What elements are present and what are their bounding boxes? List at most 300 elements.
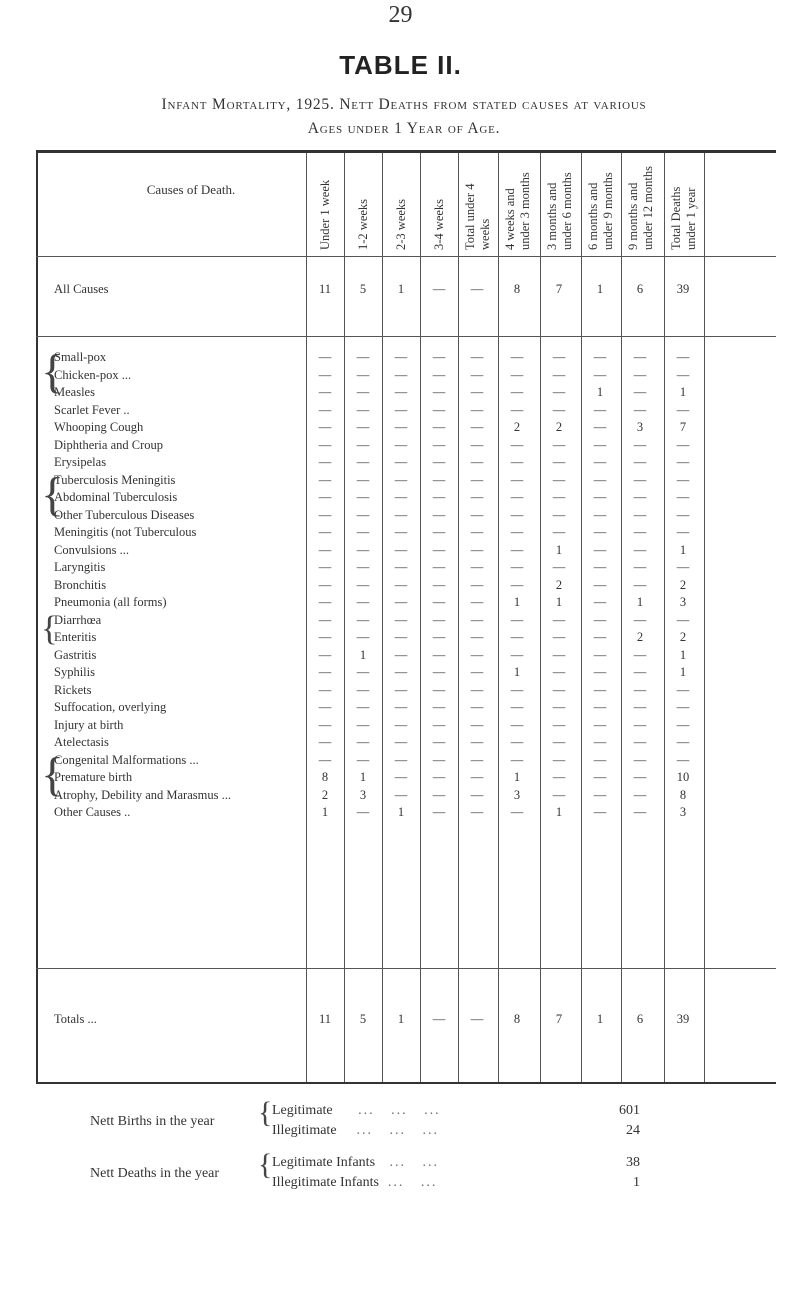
cause-row-cell: — <box>470 647 484 662</box>
cause-row-cell: — <box>676 472 690 487</box>
cause-row-cell: — <box>676 507 690 522</box>
cause-row-cell: — <box>633 560 647 574</box>
all-causes-row-label <box>54 282 109 297</box>
cause-row-cell: — <box>552 385 566 399</box>
cause-row-label-text: Gastritis <box>54 647 97 662</box>
cause-row-cell: — <box>552 700 566 714</box>
column-header-text: Total Deaths under 1 year <box>669 186 698 250</box>
cause-row-label-text: Tuberculosis Meningitis <box>54 472 176 487</box>
cause-row-cell: — <box>394 717 408 732</box>
cause-row-cell: 2 <box>321 787 329 802</box>
cause-row-cell: — <box>470 665 484 679</box>
table-left-rule <box>36 153 38 1084</box>
cause-row-label-text: Scarlet Fever .. <box>54 402 130 417</box>
cause-row-cell: — <box>510 385 524 399</box>
cause-row-cell: — <box>470 420 484 434</box>
cause-row-cell: — <box>552 647 566 662</box>
cause-row-cell: — <box>552 612 566 627</box>
cause-row-label <box>54 560 105 575</box>
cause-row-cell: — <box>356 805 370 819</box>
cause-row-cell: — <box>470 752 484 767</box>
cause-row-cell: — <box>318 630 332 644</box>
cause-row-cell: — <box>633 577 647 592</box>
cause-row-cell: — <box>356 577 370 592</box>
cause-row-cell: 3 <box>679 595 687 609</box>
cause-row-cell: — <box>318 560 332 574</box>
cause-row-cell: — <box>633 752 647 767</box>
cause-row-cell: — <box>432 665 446 679</box>
cause-row-cell: 3 <box>636 420 644 434</box>
column-header <box>545 158 575 250</box>
cause-row-cell: — <box>510 735 524 749</box>
cause-row-cell: — <box>318 507 332 522</box>
cause-row-cell: — <box>593 402 607 417</box>
cause-row-cell: — <box>432 507 446 522</box>
cause-row-cell: — <box>552 367 566 382</box>
cause-row-label-text: Suffocation, overlying <box>54 700 167 714</box>
cause-row-cell: 8 <box>679 787 687 802</box>
cause-row-cell: — <box>676 735 690 749</box>
cause-row-cell: — <box>394 647 408 662</box>
totals-row-label-text: Totals ... <box>54 1012 97 1026</box>
cause-row-cell: — <box>356 735 370 749</box>
births-legitimate-label: Legitimate ... ... ... <box>272 1103 441 1118</box>
cause-row-cell: — <box>593 367 607 382</box>
cause-row-label <box>54 508 194 523</box>
cause-row-cell: — <box>470 472 484 487</box>
all-causes-bottom-rule <box>36 336 776 337</box>
cause-row-cell: — <box>593 560 607 574</box>
cause-row-cell: — <box>510 525 524 539</box>
cause-row-cell: 1 <box>513 770 521 784</box>
deaths-illegitimate-value: 1 <box>633 1175 640 1190</box>
cause-row-cell: — <box>633 402 647 417</box>
cause-row-cell: — <box>318 350 332 364</box>
cause-row-label <box>54 578 106 593</box>
cause-row-cell: — <box>394 507 408 522</box>
cause-row-cell: — <box>356 595 370 609</box>
cause-row-cell: — <box>633 542 647 557</box>
cause-row-cell: — <box>470 507 484 522</box>
cause-row-cell: — <box>356 665 370 679</box>
all-causes-row-cell: 1 <box>397 282 405 296</box>
cause-row-cell: — <box>552 472 566 487</box>
cause-row-cell: — <box>510 682 524 697</box>
cause-row-cell: — <box>432 630 446 644</box>
cause-row-cell: — <box>633 437 647 452</box>
cause-row-cell: — <box>318 577 332 592</box>
cause-row-cell: — <box>552 682 566 697</box>
column-header-text: 1-2 weeks <box>356 198 370 250</box>
cause-row-cell: — <box>510 805 524 819</box>
cause-row-cell: — <box>432 700 446 714</box>
cause-row-label-text: Abdominal Tuberculosis <box>54 490 178 504</box>
cause-row-cell: 1 <box>555 595 563 609</box>
cause-row-cell: — <box>356 542 370 557</box>
cause-row-cell: — <box>593 525 607 539</box>
cause-row-cell: — <box>552 402 566 417</box>
cause-row-cell: — <box>593 700 607 714</box>
cause-row-label-text: Enteritis <box>54 630 97 644</box>
column-header-text: Under 1 week <box>318 179 332 250</box>
column-header-text: 4 weeks and under 3 months <box>503 172 532 250</box>
cause-row-cell: — <box>593 665 607 679</box>
cause-row-cell: — <box>356 560 370 574</box>
cause-row-label <box>54 788 231 803</box>
cause-row-label <box>54 595 166 610</box>
cause-row-cell: — <box>318 735 332 749</box>
cause-row-cell: — <box>593 735 607 749</box>
cause-row-cell: — <box>470 682 484 697</box>
cause-row-cell: 1 <box>636 595 644 609</box>
cause-row-cell: — <box>318 525 332 539</box>
cause-row-label <box>54 543 129 558</box>
cause-row-cell: — <box>593 577 607 592</box>
cause-row-label <box>54 368 131 383</box>
cause-row-cell: — <box>510 630 524 644</box>
cause-row-cell: — <box>633 490 647 504</box>
table-subtitle-line-1: Infant Mortality, 1925. Nett Deaths from stated causes at various <box>161 96 647 113</box>
column-header <box>503 158 533 250</box>
cause-row-label-text: Syphilis <box>54 665 95 679</box>
cause-row-cell: 1 <box>679 385 687 399</box>
cause-row-cell: — <box>356 717 370 732</box>
cause-row-cell: — <box>593 612 607 627</box>
cause-row-label <box>54 648 96 663</box>
column-header <box>463 158 493 250</box>
cause-row-cell: 1 <box>596 385 604 399</box>
column-header-text: 9 months and under 12 months <box>626 165 655 250</box>
cause-row-cell: — <box>356 420 370 434</box>
totals-row-cell: 7 <box>555 1012 563 1026</box>
cause-row-cell: — <box>356 350 370 364</box>
cause-row-cell: — <box>593 437 607 452</box>
cause-row-cell: — <box>356 507 370 522</box>
cause-row-cell: — <box>432 787 446 802</box>
cause-row-cell: — <box>552 437 566 452</box>
cause-row-cell: — <box>633 350 647 364</box>
cause-row-cell: — <box>552 560 566 574</box>
column-header-text: Total under 4 weeks <box>463 183 492 250</box>
cause-row-cell: 1 <box>679 665 687 679</box>
cause-row-cell: — <box>432 490 446 504</box>
nett-deaths-label: Nett Deaths in the year <box>90 1166 220 1181</box>
cause-row-cell: — <box>394 577 408 592</box>
cause-row-cell: — <box>356 385 370 399</box>
all-causes-row-cell: 8 <box>513 282 521 296</box>
cause-row-cell: — <box>593 805 607 819</box>
cause-row-cell: 1 <box>555 542 563 557</box>
cause-row-cell: — <box>432 542 446 557</box>
cause-row-cell: — <box>394 490 408 504</box>
cause-row-cell: — <box>356 472 370 487</box>
table-title: TABLE II. <box>339 50 462 80</box>
cause-row-cell: — <box>356 700 370 714</box>
cause-row-cell: — <box>318 472 332 487</box>
cause-row-cell: — <box>510 455 524 469</box>
cause-row-cell: — <box>318 542 332 557</box>
cause-row-cell: — <box>552 525 566 539</box>
cause-row-cell: 1 <box>679 647 687 662</box>
cause-row-cell: — <box>394 787 408 802</box>
cause-row-cell: — <box>633 612 647 627</box>
group-brace: { <box>41 345 65 398</box>
cause-row-cell: — <box>633 367 647 382</box>
all-causes-row-label-text: All Causes <box>54 282 109 296</box>
cause-row-cell: — <box>394 630 408 644</box>
cause-row-cell: — <box>593 647 607 662</box>
totals-row-cell: 8 <box>513 1012 521 1026</box>
cause-row-cell: — <box>432 647 446 662</box>
cause-row-cell: — <box>676 700 690 714</box>
cause-row-cell: — <box>633 700 647 714</box>
cause-row-cell: — <box>432 805 446 819</box>
column-header <box>356 158 371 250</box>
cause-row-cell: — <box>318 665 332 679</box>
cause-row-cell: — <box>676 367 690 382</box>
cause-row-label-text: Diphtheria and Croup <box>54 437 164 452</box>
cause-row-cell: — <box>318 367 332 382</box>
cause-row-cell: — <box>470 367 484 382</box>
cause-row-cell: — <box>593 420 607 434</box>
totals-row-cell: — <box>470 1012 484 1026</box>
cause-row-cell: 2 <box>679 630 687 644</box>
cause-row-label <box>54 473 175 488</box>
cause-row-cell: — <box>470 805 484 819</box>
all-causes-row-cell: 1 <box>596 282 604 296</box>
totals-row-cell: 1 <box>397 1012 405 1026</box>
cause-row-cell: — <box>676 682 690 697</box>
group-brace: { <box>41 608 58 648</box>
cause-row-cell: — <box>470 402 484 417</box>
cause-row-cell: 1 <box>359 770 367 784</box>
cause-row-cell: — <box>394 700 408 714</box>
cause-row-cell: — <box>318 682 332 697</box>
column-header <box>318 158 333 250</box>
header-bottom-rule <box>36 256 776 257</box>
cause-row-cell: — <box>633 735 647 749</box>
table-subtitle-line-2: Ages under 1 Year of Age. <box>307 120 501 137</box>
cause-row-cell: — <box>356 490 370 504</box>
cause-row-label <box>54 700 166 715</box>
cause-row-cell: — <box>470 717 484 732</box>
cause-row-cell: — <box>394 612 408 627</box>
cause-row-cell: — <box>510 350 524 364</box>
cause-row-cell: — <box>432 385 446 399</box>
cause-row-cell: — <box>510 752 524 767</box>
cause-row-cell: — <box>633 525 647 539</box>
cause-row-label-text: Meningitis (not Tuberculous <box>54 525 197 539</box>
cause-row-cell: 2 <box>555 420 563 434</box>
cause-row-cell: — <box>510 700 524 714</box>
totals-row-cell: — <box>432 1012 446 1026</box>
cause-row-cell: — <box>470 735 484 749</box>
totals-row-label <box>54 1012 97 1027</box>
cause-row-label-text: Other Tuberculous Diseases <box>54 507 195 522</box>
cause-row-cell: — <box>552 507 566 522</box>
cause-row-cell: — <box>470 770 484 784</box>
births-illegitimate-label: Illegitimate ... ... ... <box>272 1123 440 1138</box>
cause-row-cell: — <box>676 350 690 364</box>
cause-row-cell: — <box>633 682 647 697</box>
cause-row-cell: — <box>432 577 446 592</box>
deaths-brace: { <box>258 1148 273 1181</box>
table-bottom-rule <box>36 1082 776 1084</box>
cause-row-cell: — <box>356 612 370 627</box>
cause-row-cell: — <box>552 735 566 749</box>
cause-row-cell: — <box>432 595 446 609</box>
cause-row-cell: — <box>356 455 370 469</box>
all-causes-row-cell: 7 <box>555 282 563 296</box>
cause-row-cell: — <box>394 735 408 749</box>
cause-row-cell: 3 <box>679 805 687 819</box>
column-header <box>432 158 447 250</box>
cause-row-cell: — <box>676 560 690 574</box>
nett-births-label: Nett Births in the year <box>90 1114 215 1129</box>
cause-row-cell: — <box>510 402 524 417</box>
group-brace: { <box>41 747 65 801</box>
cause-row-label <box>54 630 96 645</box>
cause-row-cell: — <box>394 770 408 784</box>
cause-row-cell: — <box>394 455 408 469</box>
cause-row-cell: 2 <box>555 577 563 592</box>
column-header <box>394 158 409 250</box>
cause-row-cell: — <box>318 437 332 452</box>
cause-row-cell: — <box>593 752 607 767</box>
cause-row-cell: — <box>676 752 690 767</box>
cause-row-cell: 1 <box>513 665 521 679</box>
cause-row-cell: — <box>318 647 332 662</box>
cause-row-cell: — <box>318 402 332 417</box>
cause-row-cell: — <box>356 402 370 417</box>
totals-row-cell: 5 <box>359 1012 367 1026</box>
cause-row-cell: — <box>470 542 484 557</box>
cause-row-cell: — <box>676 612 690 627</box>
cause-row-cell: — <box>593 472 607 487</box>
cause-row-cell: — <box>633 805 647 819</box>
causes-of-death-header: Causes of Death. <box>146 182 236 197</box>
cause-row-cell: — <box>470 350 484 364</box>
cause-row-cell: — <box>394 437 408 452</box>
cause-row-cell: — <box>318 490 332 504</box>
cause-row-cell: — <box>552 350 566 364</box>
cause-row-cell: — <box>676 455 690 469</box>
column-header-text: 2-3 weeks <box>394 198 408 250</box>
cause-row-cell: — <box>552 665 566 679</box>
page-number: 29 <box>388 2 413 28</box>
cause-row-cell: 3 <box>513 787 521 802</box>
cause-row-cell: — <box>432 402 446 417</box>
totals-row-cell: 39 <box>676 1012 690 1026</box>
cause-row-cell: — <box>676 402 690 417</box>
cause-row-cell: 1 <box>555 805 563 819</box>
cause-row-label-text: Atelectasis <box>54 735 109 749</box>
all-causes-row-cell: 11 <box>318 282 332 296</box>
cause-row-label-text: Diarrhœa <box>54 612 102 627</box>
cause-row-cell: — <box>318 700 332 714</box>
cause-row-label <box>54 753 199 768</box>
cause-row-cell: — <box>633 647 647 662</box>
cause-row-cell: — <box>633 717 647 732</box>
cause-row-cell: 1 <box>679 542 687 557</box>
cause-row-cell: 2 <box>513 420 521 434</box>
cause-row-label <box>54 805 130 820</box>
cause-row-cell: — <box>470 630 484 644</box>
cause-row-cell: — <box>432 560 446 574</box>
cause-row-cell: — <box>470 385 484 399</box>
cause-row-cell: — <box>552 490 566 504</box>
cause-row-cell: — <box>593 630 607 644</box>
all-causes-row-cell: 5 <box>359 282 367 296</box>
cause-row-cell: — <box>470 577 484 592</box>
totals-row-cell: 6 <box>636 1012 644 1026</box>
cause-row-label-text: Congenital Malformations ... <box>54 752 199 767</box>
cause-row-cell: — <box>470 595 484 609</box>
cause-row-cell: — <box>676 437 690 452</box>
cause-row-cell: — <box>470 700 484 714</box>
cause-row-cell: — <box>318 455 332 469</box>
cause-row-label-text: Injury at birth <box>54 717 124 732</box>
cause-row-cell: — <box>593 490 607 504</box>
cause-row-cell: — <box>394 752 408 767</box>
cause-row-cell: 1 <box>359 647 367 662</box>
cause-row-cell: — <box>593 350 607 364</box>
cause-row-cell: — <box>593 595 607 609</box>
cause-row-cell: 2 <box>636 630 644 644</box>
column-header-text: 3-4 weeks <box>432 198 446 250</box>
cause-row-cell: — <box>633 507 647 522</box>
cause-row-cell: — <box>356 437 370 452</box>
cause-row-label-text: Erysipelas <box>54 455 107 469</box>
cause-row-cell: — <box>432 525 446 539</box>
table-top-rule <box>36 150 776 153</box>
cause-row-cell: — <box>394 350 408 364</box>
column-header-text: 6 months and under 9 months <box>586 172 615 250</box>
cause-row-cell: — <box>356 367 370 382</box>
deaths-legitimate-label: Legitimate Infants ... ... <box>272 1155 440 1170</box>
cause-row-label-text: Convulsions ... <box>54 542 130 557</box>
cause-row-cell: — <box>470 437 484 452</box>
cause-row-cell: — <box>593 542 607 557</box>
cause-row-cell: — <box>318 612 332 627</box>
cause-row-label <box>54 718 123 733</box>
cause-row-cell: — <box>470 560 484 574</box>
cause-row-label-text: Whooping Cough <box>54 420 144 434</box>
cause-row-cell: — <box>510 577 524 592</box>
cause-row-cell: — <box>510 507 524 522</box>
cause-row-cell: — <box>432 455 446 469</box>
cause-row-cell: — <box>394 595 408 609</box>
cause-row-label <box>54 683 92 698</box>
cause-row-cell: — <box>394 385 408 399</box>
deaths-illegitimate-label: Illegitimate Infants ... ... <box>272 1175 438 1190</box>
cause-row-cell: — <box>593 770 607 784</box>
cause-row-cell: — <box>432 717 446 732</box>
cause-row-cell: — <box>318 385 332 399</box>
cause-row-cell: — <box>470 787 484 802</box>
column-rule <box>704 153 705 1084</box>
cause-row-cell: — <box>510 367 524 382</box>
cause-row-cell: 1 <box>513 595 521 609</box>
cause-row-cell: 1 <box>397 805 405 819</box>
cause-row-cell: — <box>470 612 484 627</box>
cause-row-cell: — <box>593 682 607 697</box>
cause-row-cell: — <box>593 787 607 802</box>
detail-bottom-rule <box>36 968 776 969</box>
cause-row-cell: — <box>510 717 524 732</box>
totals-row-cell: 1 <box>596 1012 604 1026</box>
cause-row-cell: — <box>470 455 484 469</box>
